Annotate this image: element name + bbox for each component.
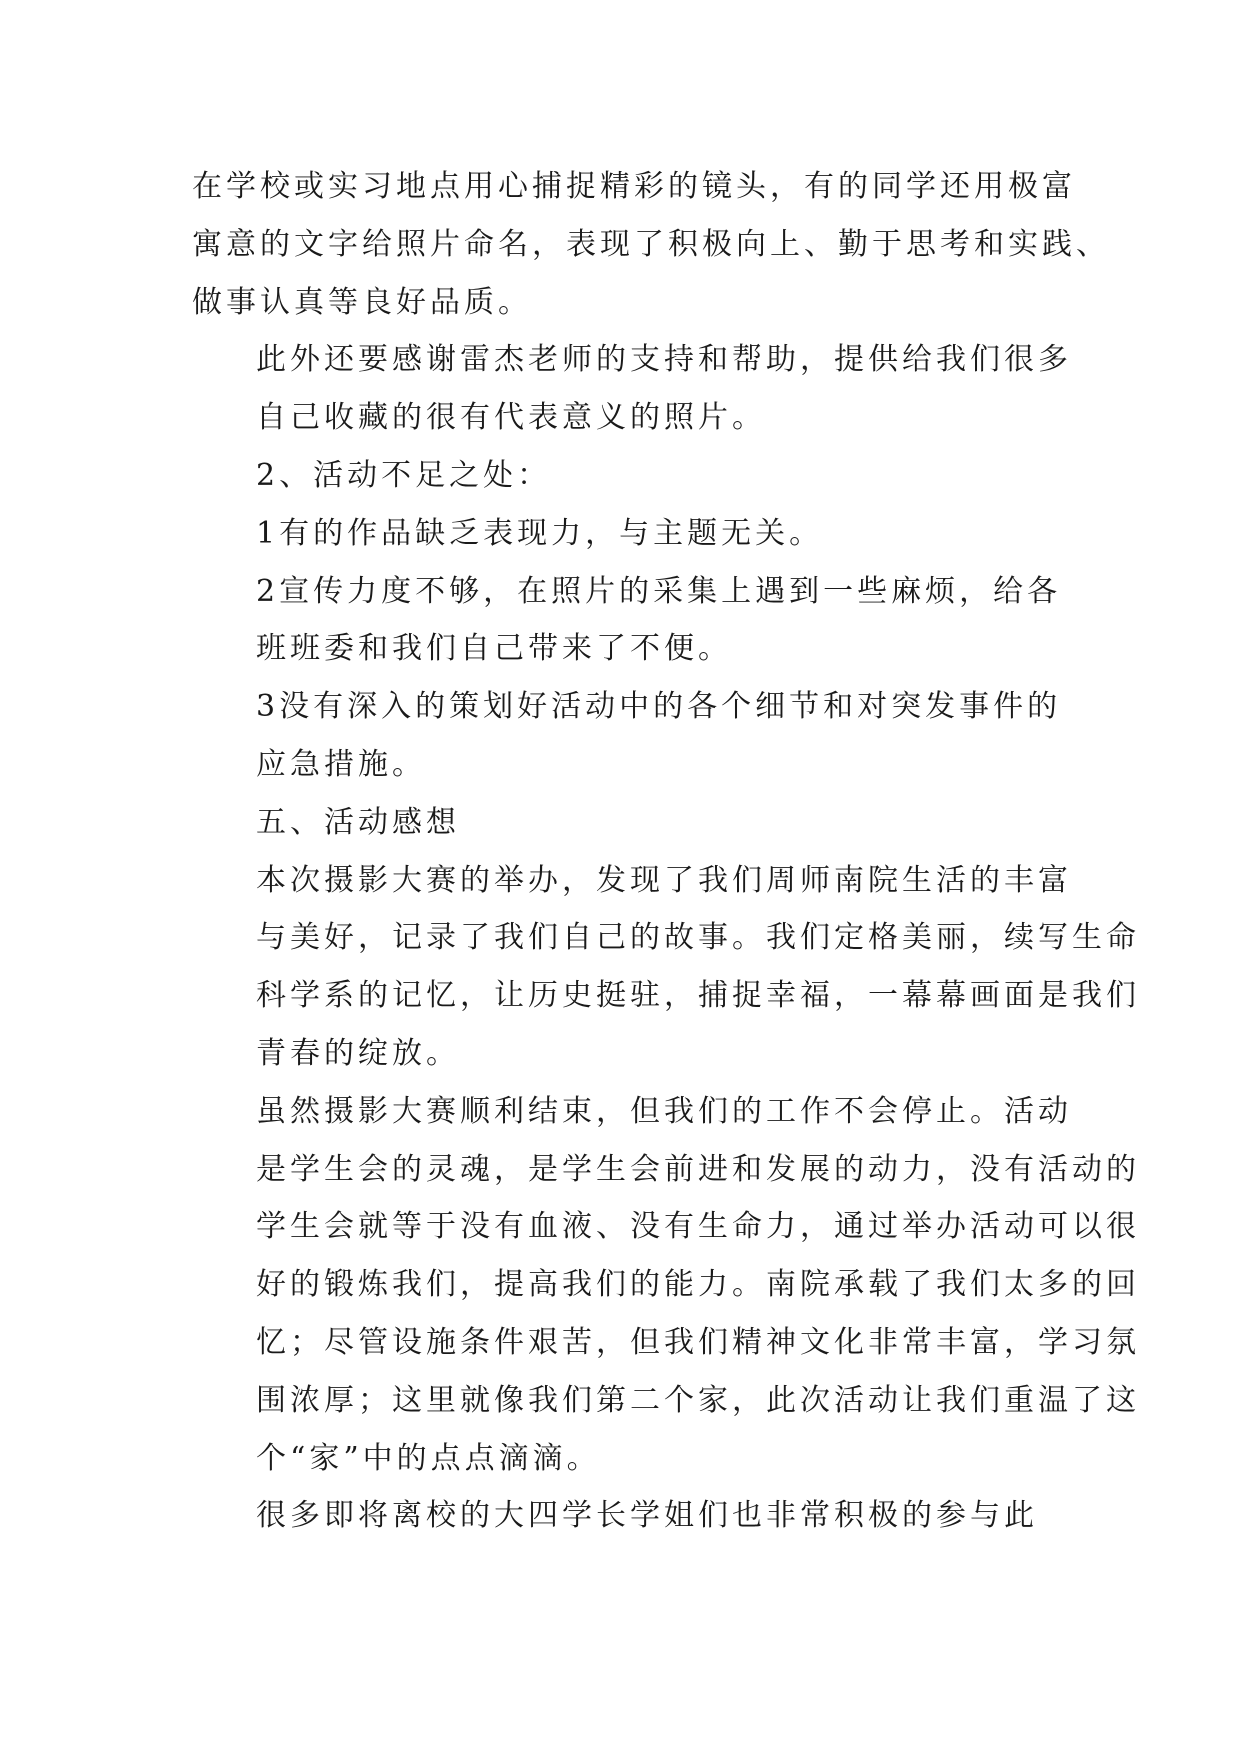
text-line: 围浓厚；这里就像我们第二个家，此次活动让我们重温了这 [256, 1382, 1140, 1418]
text-line: 2宣传力度不够，在照片的采集上遇到一些麻烦，给各 [256, 573, 1062, 609]
document-body [192, 158, 1140, 1545]
text-line: 忆；尽管设施条件艰苦，但我们精神文化非常丰富，学习氛 [256, 1324, 1140, 1360]
text-line: 科学系的记忆，让历史挺驻，捕捉幸福，一幕幕画面是我们 [256, 978, 1140, 1014]
text-line: 五、活动感想 [256, 804, 460, 840]
text-line: 在学校或实习地点用心捕捉精彩的镜头，有的同学还用极富 [192, 169, 1076, 204]
text-line: 好的锻炼我们，提高我们的能力。南院承载了我们太多的回 [256, 1267, 1140, 1303]
text-line: 3没有深入的策划好活动中的各个细节和对突发事件的 [256, 689, 1062, 725]
text-line: 班班委和我们自己带来了不便。 [256, 631, 732, 667]
text-line: 本次摄影大赛的举办，发现了我们周师南院生活的丰富 [256, 862, 1072, 898]
paragraph [192, 505, 1052, 563]
text-line: 与美好，记录了我们自己的故事。我们定格美丽，续写生命 [256, 920, 1140, 956]
text-line: 1有的作品缺乏表现力，与主题无关。 [256, 515, 824, 551]
text-line: 此外还要感谢雷杰老师的支持和帮助，提供给我们很多 [256, 342, 1072, 378]
paragraph [192, 678, 1062, 794]
text-line: 做事认真等良好品质。 [192, 284, 532, 320]
paragraph [192, 563, 1062, 679]
text-line: 是学生会的灵魂，是学生会前进和发展的动力，没有活动的 [256, 1151, 1140, 1187]
text-line: 寓意的文字给照片命名，表现了积极向上、勤于思考和实践、 [192, 226, 1110, 262]
paragraph [192, 158, 1110, 331]
paragraph [192, 447, 1052, 505]
paragraph [192, 1487, 1052, 1545]
text-line: 学生会就等于没有血液、没有生命力，通过举办活动可以很 [256, 1209, 1140, 1245]
text-line: 虽然摄影大赛顺利结束，但我们的工作不会停止。活动 [256, 1093, 1072, 1129]
paragraph [192, 331, 1072, 447]
text-line: 很多即将离校的大四学长学姐们也非常积极的参与此 [256, 1498, 1038, 1534]
paragraph [192, 1083, 1140, 1488]
paragraph [192, 852, 1140, 1083]
paragraph [192, 794, 1052, 852]
text-line: 自己收藏的很有代表意义的照片。 [256, 400, 766, 436]
text-line: 应急措施。 [256, 746, 426, 782]
text-line: 个“家”中的点点滴滴。 [256, 1440, 601, 1476]
text-line: 2、活动不足之处： [256, 457, 552, 493]
text-line: 青春的绽放。 [256, 1035, 460, 1071]
